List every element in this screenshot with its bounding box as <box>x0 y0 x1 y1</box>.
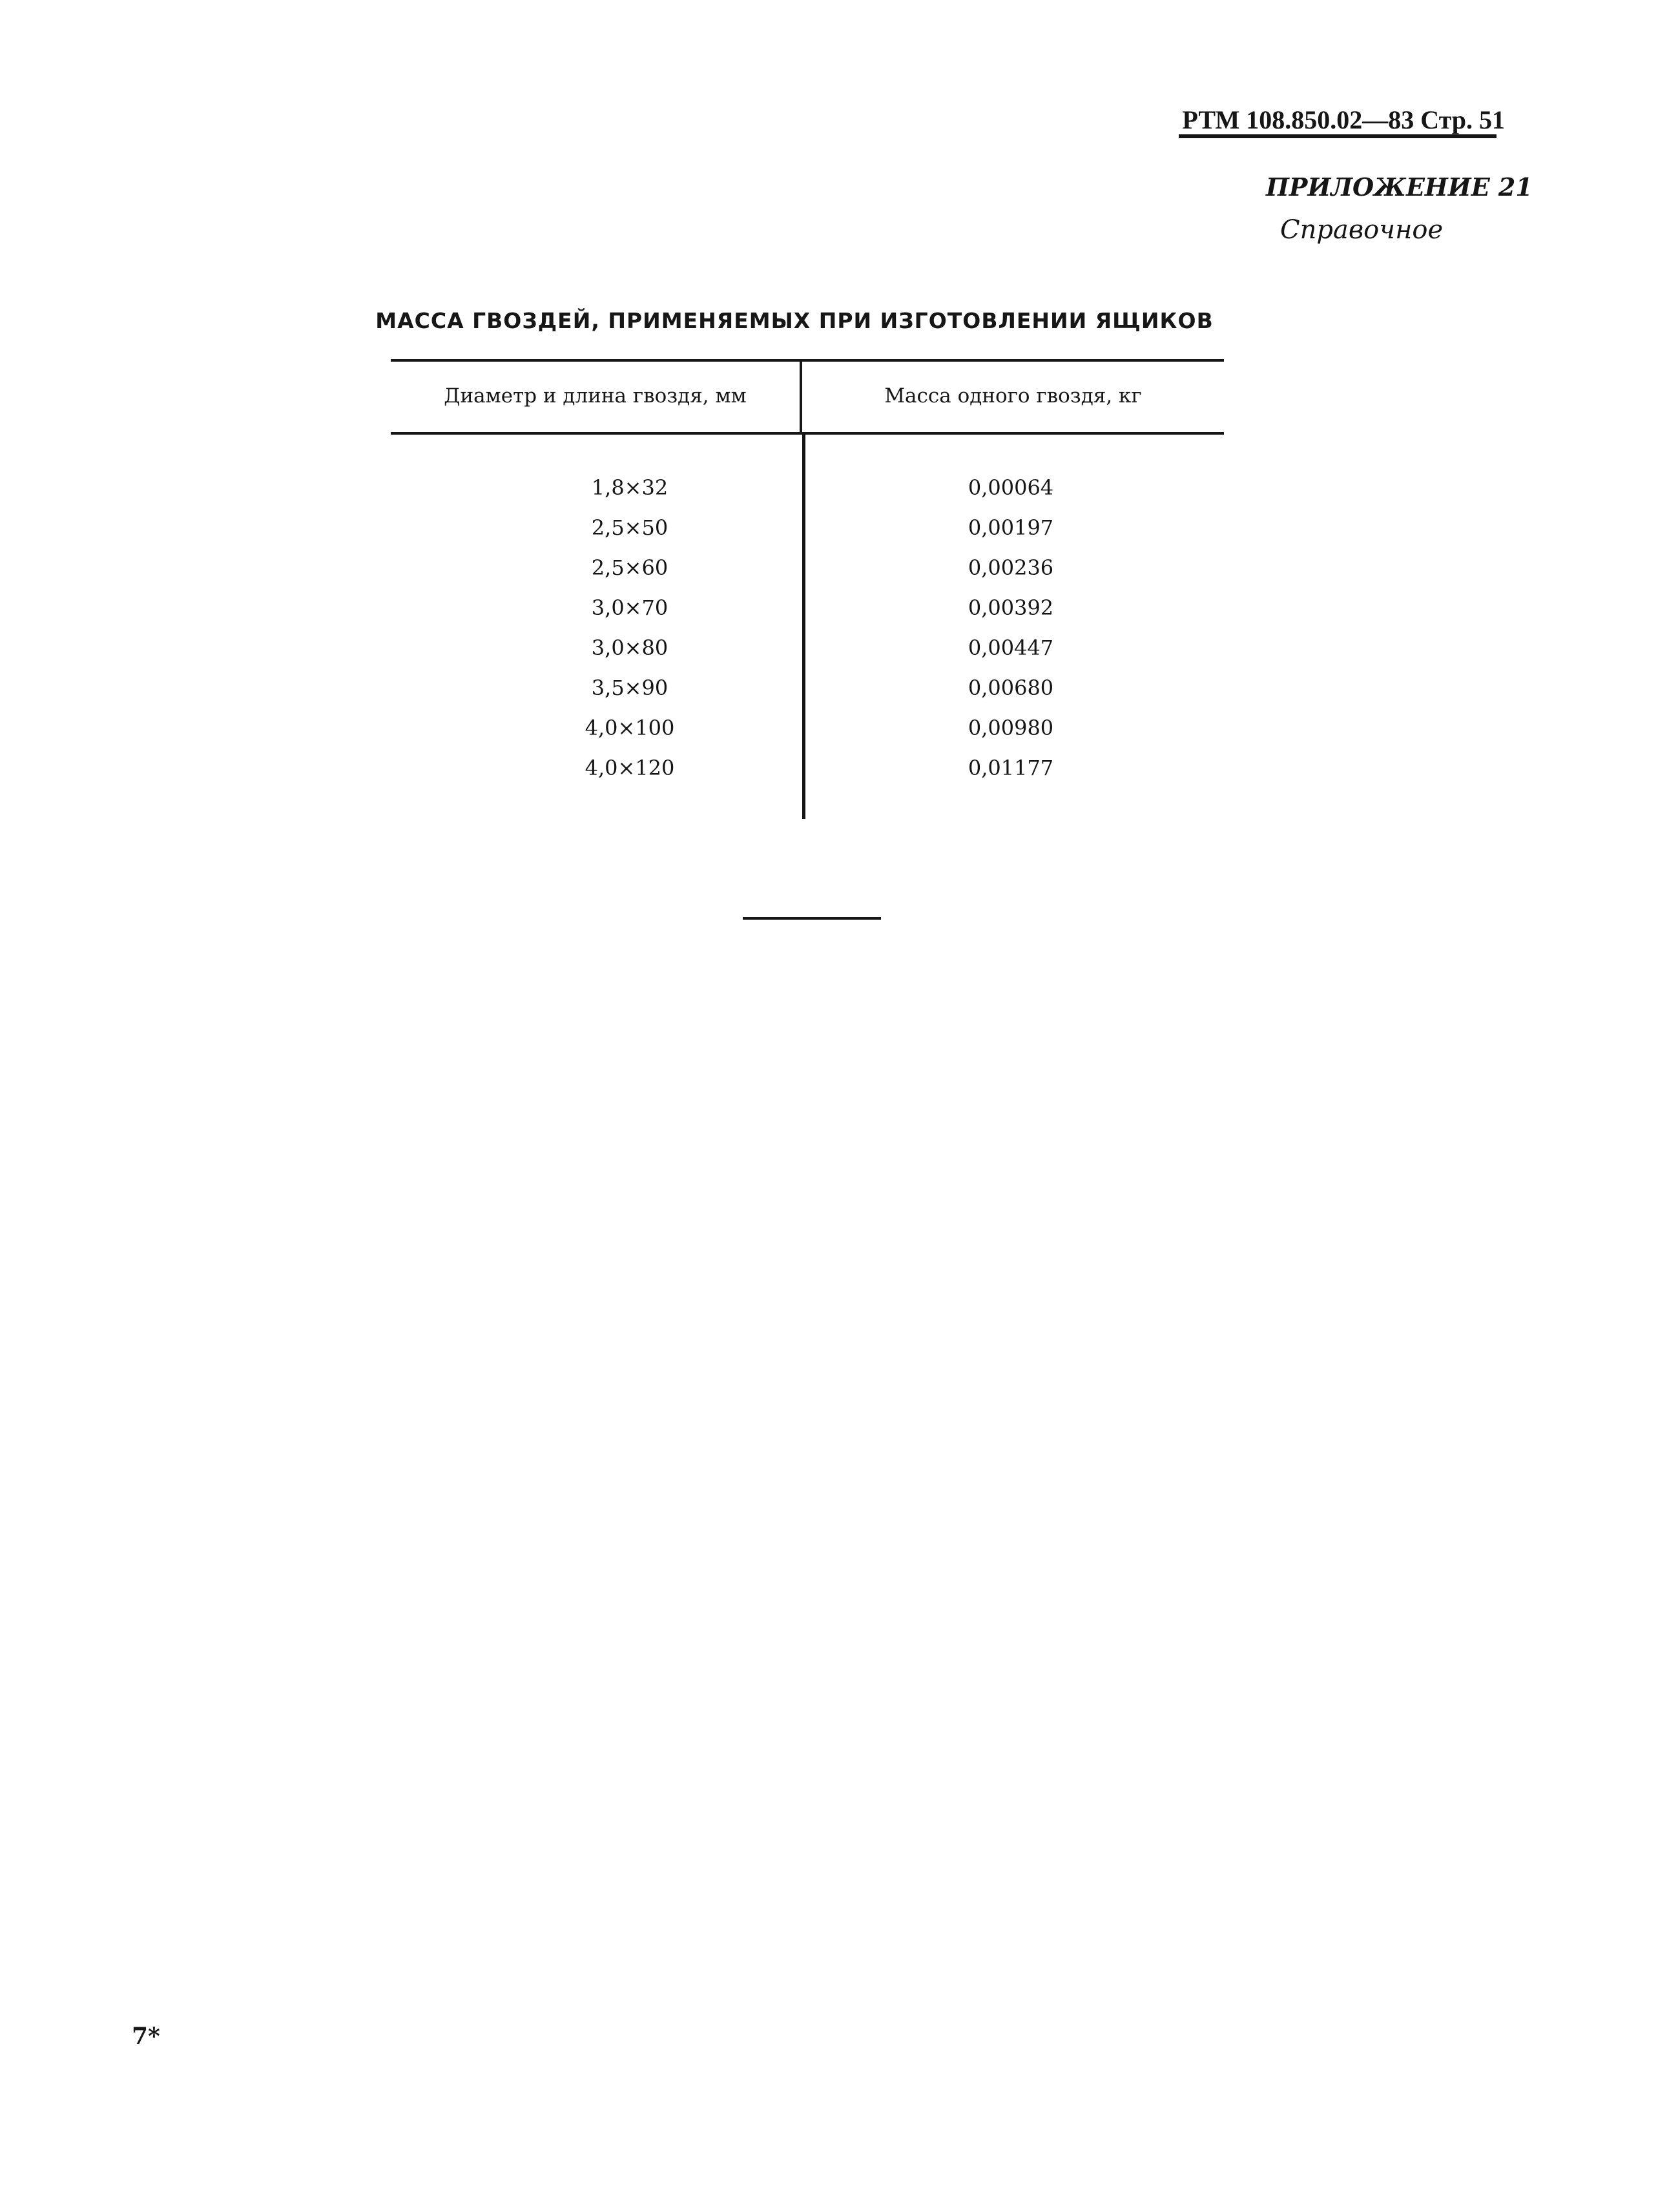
cell-size: 4,0×100 <box>585 716 675 740</box>
table-row <box>391 548 1224 588</box>
appendix-type: Справочное <box>1280 215 1444 245</box>
nail-mass-table <box>391 359 1224 819</box>
cell-mass: 0,00064 <box>968 475 1054 500</box>
cell-size: 1,8×32 <box>591 475 668 500</box>
table-body <box>391 468 1224 788</box>
table-header-rule <box>391 432 1224 435</box>
cell-mass: 0,00236 <box>968 555 1054 580</box>
cell-mass: 0,00680 <box>968 676 1054 700</box>
sheet-mark: 7* <box>132 2023 160 2050</box>
cell-mass: 0,00980 <box>968 716 1054 740</box>
header-underline <box>1179 134 1497 138</box>
appendix-label: ПРИЛОЖЕНИЕ 21 <box>1266 172 1533 202</box>
cell-size: 3,5×90 <box>591 676 668 700</box>
cell-mass: 0,01177 <box>968 756 1054 780</box>
cell-mass: 0,00392 <box>968 595 1054 620</box>
cell-size: 2,5×50 <box>591 515 668 540</box>
column-header-mass: Масса одного гвоздя, кг <box>884 384 1142 408</box>
column-header-size: Диаметр и длина гвоздя, мм <box>444 384 747 408</box>
table-row <box>391 708 1224 748</box>
table-title: МАССА ГВОЗДЕЙ, ПРИМЕНЯЕМЫХ ПРИ ИЗГОТОВЛЕНИИ ЯЩИКОВ <box>375 308 1214 333</box>
table-row <box>391 668 1224 708</box>
table-row <box>391 588 1224 628</box>
cell-size: 3,0×80 <box>591 636 668 660</box>
table-row <box>391 748 1224 788</box>
cell-size: 4,0×120 <box>585 756 675 780</box>
cell-mass: 0,00197 <box>968 515 1054 540</box>
table-row <box>391 628 1224 668</box>
cell-size: 3,0×70 <box>591 595 668 620</box>
table-top-rule <box>391 359 1224 362</box>
end-of-document-rule <box>743 917 881 920</box>
table-row <box>391 508 1224 548</box>
cell-mass: 0,00447 <box>968 636 1054 660</box>
page-header: РТМ 108.850.02—83 Стр. 51 <box>1182 105 1505 134</box>
cell-size: 2,5×60 <box>591 555 668 580</box>
table-row <box>391 468 1224 508</box>
